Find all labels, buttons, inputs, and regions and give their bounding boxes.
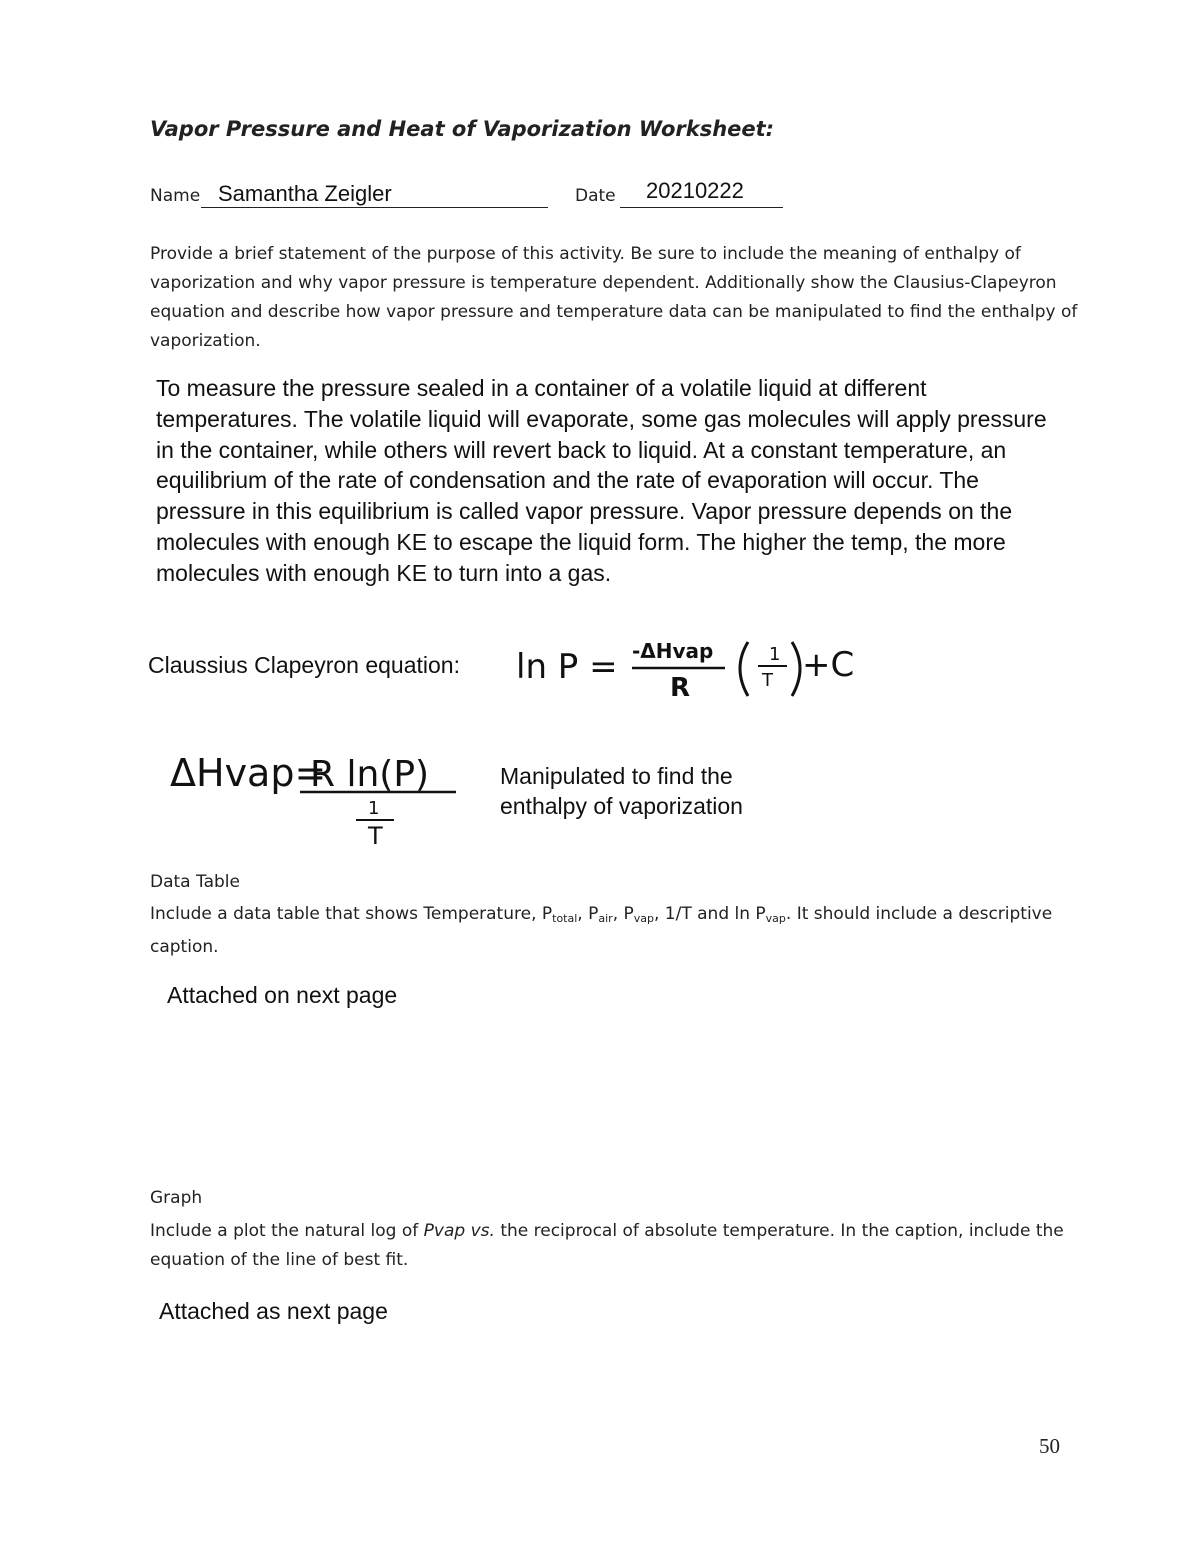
purpose-answer[interactable]: To measure the pressure sealed in a container of a volatile liquid at different temperatures. The volatile liquid will evaporate, some gas molecules will apply pressure in the container, while others will revert back to liquid. At a constant temperature, an equilibrium of the rate of condensation and the rate of evaporation will occur. The pressure in this equilibrium is called vapor pressure. Vapor pressure depends on the molecules with enough KE to escape the liquid form. The higher the temp, the more molecules with enough KE to turn into a gas. bbox=[156, 375, 1047, 586]
graph-instr-end: the reciprocal of absolute temperature. In the caption, include the equation of the line of best fit. bbox=[150, 1221, 1064, 1270]
page-number: 50 bbox=[1039, 1434, 1060, 1458]
worksheet-title: Vapor Pressure and Heat of Vaporization Worksheet: bbox=[150, 117, 775, 141]
data-table-answer[interactable]: Attached on next page bbox=[167, 982, 398, 1008]
data-table-instructions bbox=[150, 900, 1080, 962]
data-table-mid: , 1/T and ln P bbox=[653, 904, 766, 924]
rearranged-lhs: ΔHvap= bbox=[170, 751, 327, 795]
name-label: Name bbox=[150, 186, 201, 206]
graph-instructions bbox=[150, 1217, 1080, 1275]
date-value[interactable]: 20210222 bbox=[646, 178, 744, 203]
equation-denominator: R bbox=[670, 673, 691, 703]
data-table-end: . It should include a descriptive caption. bbox=[150, 904, 1053, 957]
data-table-instr-start: Include a data table that shows Temperature, P bbox=[150, 904, 553, 924]
equation-numerator: -ΔHvap bbox=[632, 639, 714, 663]
graph-answer[interactable]: Attached as next page bbox=[159, 1298, 388, 1324]
manipulated-note[interactable]: Manipulated to find the enthalpy of vaporization bbox=[500, 763, 743, 819]
handwritten-rearranged-equation bbox=[168, 740, 468, 855]
data-table-heading: Data Table bbox=[150, 872, 240, 892]
rearranged-denom-num: 1 bbox=[368, 798, 380, 819]
equation-frac-num: 1 bbox=[769, 644, 781, 665]
subscript-air: air bbox=[598, 912, 613, 925]
subscript-total: total bbox=[552, 912, 578, 925]
equation-label: Claussius Clapeyron equation: bbox=[148, 652, 460, 678]
data-table-sep2: , P bbox=[612, 904, 634, 924]
right-paren-icon bbox=[792, 642, 800, 696]
rearranged-denom-den: T bbox=[368, 822, 383, 850]
equation-tail: +C bbox=[802, 645, 855, 685]
name-underline bbox=[201, 207, 548, 208]
equation-frac-den: T bbox=[762, 670, 773, 691]
graph-instr-start: Include a plot the natural log of bbox=[150, 1221, 424, 1241]
name-value[interactable]: Samantha Zeigler bbox=[218, 181, 392, 206]
date-label: Date bbox=[575, 186, 616, 206]
graph-heading: Graph bbox=[150, 1188, 203, 1208]
subscript-vap-2: vap bbox=[765, 912, 786, 925]
handwritten-equation bbox=[510, 630, 870, 705]
purpose-instructions: Provide a brief statement of the purpose of this activity. Be sure to include the meaning of enthalpy of vaporization and why vapor pressure is temperature dependent. Additionally show the Clausius-Clapeyron equation and describe how vapor pressure and temperature data can be manipulated to find the enthalpy of vaporization. bbox=[150, 244, 1078, 351]
date-underline bbox=[620, 207, 783, 208]
data-table-sep1: , P bbox=[577, 904, 599, 924]
subscript-vap: vap bbox=[633, 912, 654, 925]
rearranged-numerator: R ln(P) bbox=[310, 754, 430, 795]
graph-instr-pvap: Pvap vs. bbox=[423, 1221, 495, 1241]
left-paren-icon bbox=[740, 642, 748, 696]
equation-lhs: ln P = bbox=[516, 647, 618, 687]
